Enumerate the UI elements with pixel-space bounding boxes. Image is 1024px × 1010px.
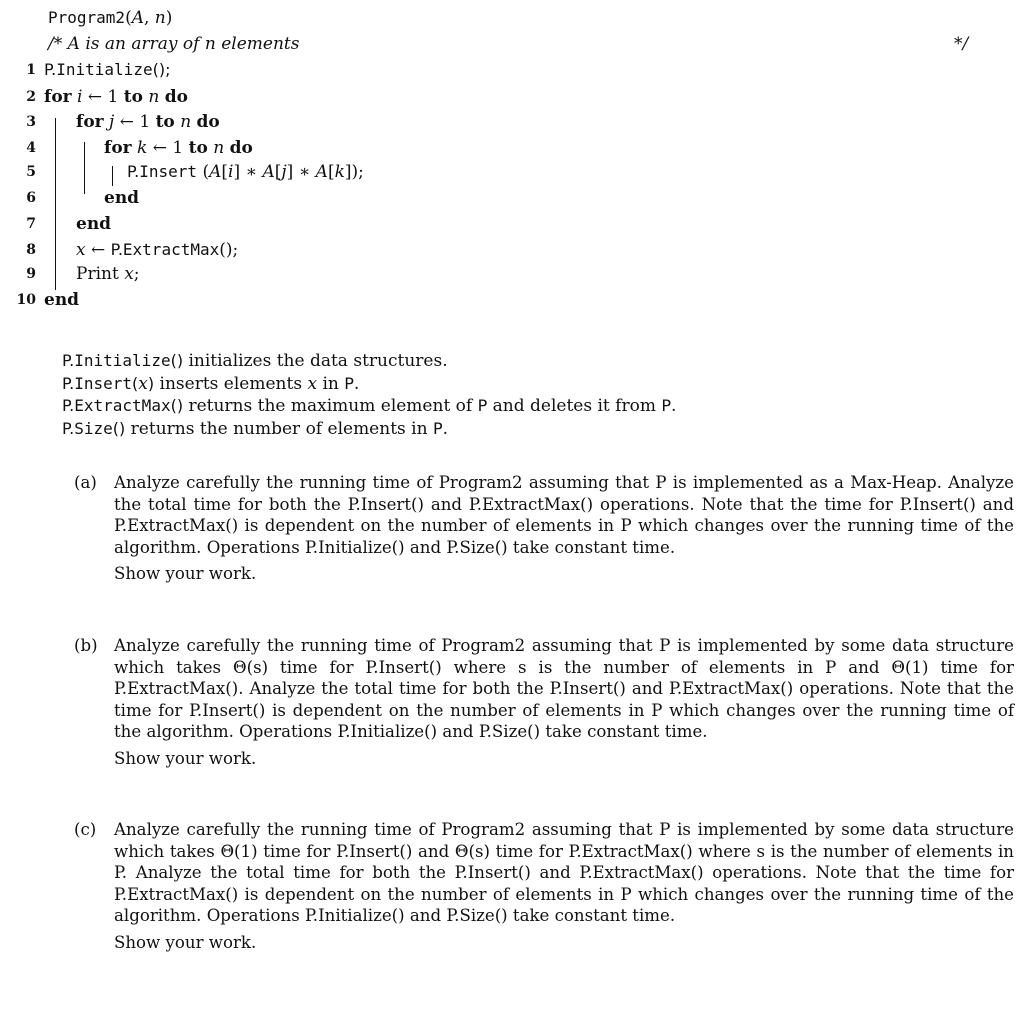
question-show-work: Show your work. — [114, 748, 257, 768]
algorithm-comment: /* A is an array of n elements */ — [48, 34, 969, 54]
definition-size: P.Size() returns the number of elements in P. — [62, 418, 449, 439]
question-show-work: Show your work. — [114, 932, 257, 952]
definition-extractmax: P.ExtractMax() returns the maximum element of P and deletes it from P. — [62, 396, 677, 416]
algorithm-line: 7 end — [26, 214, 112, 234]
question-show-work: Show your work. — [114, 564, 257, 584]
definition-initialize: P.Initialize() initializes the data structures. — [62, 351, 448, 371]
definition-insert: P.Insert(x) inserts elements x in P. — [62, 373, 360, 394]
algorithm-line: 1 P.Initialize(); — [26, 60, 171, 79]
question-text: Analyze carefully the running time of Program2 assuming that P is implemented as a Max-Heap. Analyze the total time for both the P.Insert() and P.ExtractMax() operations. Note that the time for P.Insert() and P.ExtractMax() is dependent on the number of elements in P which changes over the running time of the algorithm. Operations P.Initialize() and P.Size() take constant time. — [114, 473, 1014, 557]
question-text: Analyze carefully the running time of Program2 assuming that P is implemented by some data structure which takes Θ(s) time for P.Insert() where s is the number of elements in P and Θ(1) time for P.ExtractMax(). Analyze the total time for both the P.Insert() and P.ExtractMax() operations. Note that the time for P.Insert() is dependent on the number of elements in P which changes over the running time of the algorithm. Operations P.Initialize() and P.Size() take constant time. — [114, 636, 1014, 742]
algorithm-line: 2 for i ← 1 to n do — [26, 87, 188, 107]
question-label: (c) — [74, 820, 97, 839]
algorithm-line: 4 for k ← 1 to n do — [26, 138, 253, 158]
question-a — [74, 472, 1014, 585]
operation-definitions — [62, 350, 676, 440]
algorithm-line: 10 end — [16, 290, 80, 310]
question-c — [74, 819, 1014, 954]
algorithm-header: Program2(A, n) — [48, 8, 173, 28]
algorithm-line: 9 Print x; — [26, 264, 140, 284]
algorithm-line: 8 x ← P.ExtractMax(); — [26, 240, 239, 260]
algorithm-line: 5 P.Insert (A[i] ∗ A[j] ∗ A[k]); — [26, 162, 364, 182]
question-text: Analyze carefully the running time of Program2 assuming that P is implemented by some data structure which takes Θ(1) time for P.Insert() and Θ(s) time for P.ExtractMax() where s is the number of elements in P. Analyze the total time for both the P.Insert() and P.ExtractMax() operations. Note that the time for P.ExtractMax() is dependent on the number of elements in P which changes over the running time of the algorithm. Operations P.Initialize() and P.Size() take constant time. — [114, 820, 1014, 926]
question-label: (b) — [74, 636, 98, 655]
algorithm-line: 6 end — [26, 188, 140, 208]
question-label: (a) — [74, 473, 97, 492]
question-b — [74, 635, 1014, 770]
algorithm-line: 3 for j ← 1 to n do — [26, 112, 220, 132]
